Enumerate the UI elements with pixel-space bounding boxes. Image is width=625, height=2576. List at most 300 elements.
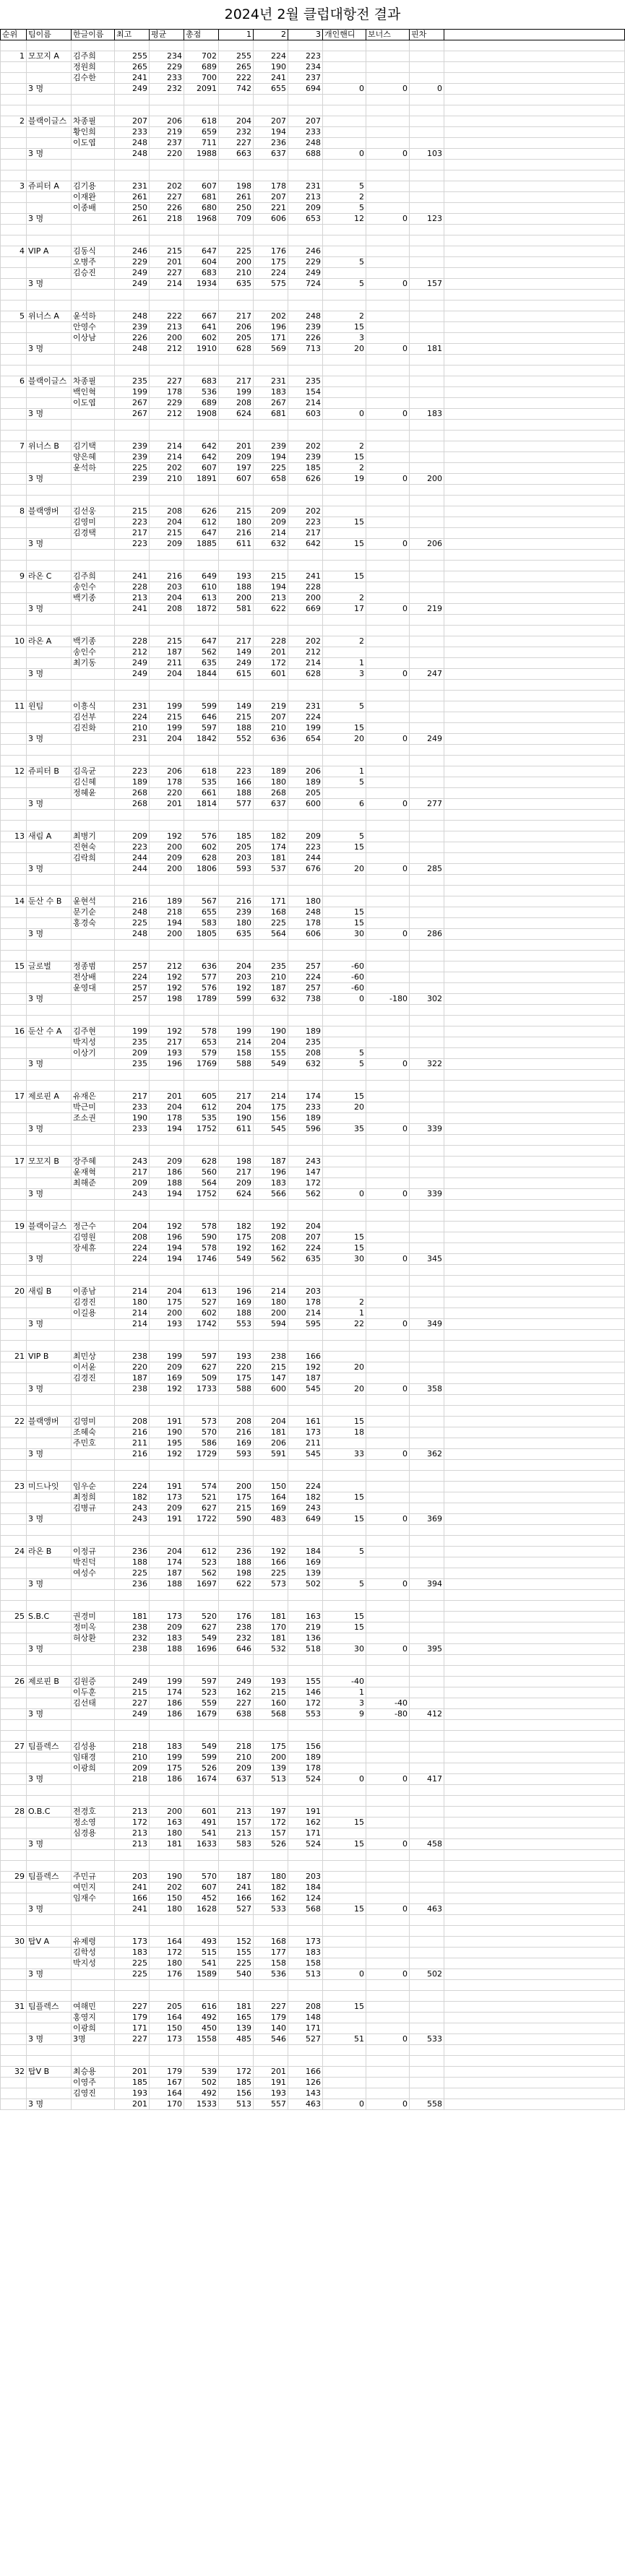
empty-cell <box>323 1850 366 1861</box>
empty-cell <box>410 691 444 701</box>
empty-cell <box>410 886 444 896</box>
team-handicap: 0 <box>323 84 366 95</box>
empty-cell <box>184 1525 219 1536</box>
empty-cell <box>27 1915 72 1926</box>
team-game-1: 553 <box>219 1319 254 1330</box>
empty-cell <box>366 105 410 116</box>
game-3-cell: 207 <box>288 1232 323 1243</box>
empty-cell <box>115 1525 150 1536</box>
rank-cell <box>1 1568 27 1579</box>
empty-cell <box>219 1525 254 1536</box>
rank-cell <box>1 1319 27 1330</box>
player-name: 오병주 <box>72 257 115 268</box>
rank-cell: 24 <box>1 1547 27 1557</box>
team-total-row <box>1 2099 625 2110</box>
team-game-1: 742 <box>219 84 254 95</box>
team-cell <box>27 452 72 463</box>
team-game-3: 596 <box>288 1124 323 1135</box>
player-name: 문기순 <box>72 907 115 918</box>
empty-cell <box>288 691 323 701</box>
empty-cell <box>410 1265 444 1276</box>
team-average: 220 <box>150 149 184 160</box>
team-handicap: 0 <box>323 1969 366 1980</box>
game-2-cell: 172 <box>254 1818 288 1828</box>
rank-cell <box>1 539 27 550</box>
average-cell: 196 <box>150 1232 184 1243</box>
empty-cell <box>150 691 184 701</box>
empty-cell <box>184 1601 219 1612</box>
empty-cell <box>444 366 625 376</box>
empty-cell <box>1 1915 27 1926</box>
empty-cell <box>254 1395 288 1406</box>
empty-cell <box>410 561 444 571</box>
empty-cell <box>115 1265 150 1276</box>
high-cell: 235 <box>115 376 150 387</box>
empty-cell <box>410 1330 444 1341</box>
empty-cell <box>219 1471 254 1482</box>
empty-cell <box>444 972 625 983</box>
game-2-cell: 219 <box>254 701 288 712</box>
bonus-cell <box>366 2088 410 2099</box>
empty-cell <box>444 376 625 387</box>
empty-cell <box>323 1590 366 1601</box>
empty-cell <box>150 1211 184 1222</box>
bonus-cell <box>366 1503 410 1514</box>
empty-cell <box>366 95 410 105</box>
handicap-cell: 2 <box>323 463 366 474</box>
team-handicap: 0 <box>323 149 366 160</box>
total-label <box>72 799 115 810</box>
rank-cell <box>1 777 27 788</box>
empty-cell <box>444 1092 625 1102</box>
average-cell: 174 <box>150 1687 184 1698</box>
empty-cell <box>150 1796 184 1807</box>
empty-cell <box>444 1178 625 1189</box>
empty-cell <box>444 1157 625 1167</box>
empty-cell <box>366 355 410 366</box>
header-handicap: 개인핸디 <box>323 30 366 40</box>
empty-cell <box>115 1016 150 1026</box>
total-cell: 711 <box>184 138 219 149</box>
empty-cell <box>444 1601 625 1612</box>
game-1-cell: 199 <box>219 387 254 398</box>
pin-diff-cell <box>410 1828 444 1839</box>
empty-cell <box>115 615 150 626</box>
empty-cell <box>366 1406 410 1417</box>
game-1-cell: 208 <box>219 1417 254 1427</box>
pin-diff-cell <box>410 2067 444 2078</box>
game-2-cell: 224 <box>254 51 288 62</box>
empty-cell <box>219 1980 254 1991</box>
game-2-cell: 171 <box>254 896 288 907</box>
rank-cell <box>1 1622 27 1633</box>
bonus-cell <box>366 658 410 669</box>
empty-cell <box>150 550 184 561</box>
pin-diff-cell <box>410 593 444 604</box>
player-name: 유제령 <box>72 1937 115 1948</box>
team-average: 218 <box>150 214 184 225</box>
team-cell <box>27 788 72 799</box>
rank-cell: 25 <box>1 1612 27 1622</box>
game-3-cell: 158 <box>288 1958 323 1969</box>
pin-diff-cell <box>410 1417 444 1427</box>
empty-cell <box>444 1189 625 1200</box>
bonus-cell <box>366 1482 410 1492</box>
bonus-cell <box>366 192 410 203</box>
bonus-cell <box>366 376 410 387</box>
game-3-cell: 180 <box>288 896 323 907</box>
empty-cell <box>1 1991 27 2002</box>
high-cell: 208 <box>115 1232 150 1243</box>
handicap-cell: 15 <box>323 1232 366 1243</box>
average-cell: 178 <box>150 1113 184 1124</box>
game-1-cell: 232 <box>219 127 254 138</box>
team-total: 1988 <box>184 149 219 160</box>
empty-cell <box>288 366 323 376</box>
high-cell: 228 <box>115 636 150 647</box>
game-3-cell: 224 <box>288 712 323 723</box>
spacer-row <box>1 1731 625 1742</box>
game-1-cell: 166 <box>219 777 254 788</box>
game-3-cell: 239 <box>288 452 323 463</box>
game-1-cell: 200 <box>219 593 254 604</box>
empty-cell <box>115 40 150 51</box>
player-name: 김진화 <box>72 723 115 734</box>
empty-cell <box>444 615 625 626</box>
rank-cell <box>1 864 27 875</box>
team-pin-diff: 369 <box>410 1514 444 1525</box>
pin-diff-cell <box>410 1427 444 1438</box>
empty-cell <box>72 1330 115 1341</box>
empty-cell <box>254 1720 288 1731</box>
empty-cell <box>254 420 288 431</box>
game-2-cell: 200 <box>254 1752 288 1763</box>
bonus-cell <box>366 972 410 983</box>
game-3-cell: 224 <box>288 1482 323 1492</box>
empty-cell <box>444 951 625 961</box>
empty-cell <box>115 160 150 170</box>
team-handicap: 33 <box>323 1449 366 1460</box>
empty-cell <box>323 680 366 691</box>
spacer-row <box>1 1666 625 1677</box>
pin-diff-cell <box>410 311 444 322</box>
empty-cell <box>254 1211 288 1222</box>
empty-cell <box>219 886 254 896</box>
empty-cell <box>115 1991 150 2002</box>
player-name: 이도엽 <box>72 138 115 149</box>
empty-cell <box>366 1861 410 1872</box>
empty-cell <box>288 1525 323 1536</box>
pin-diff-cell <box>410 1482 444 1492</box>
empty-cell <box>444 1796 625 1807</box>
player-row <box>1 1752 625 1763</box>
empty-cell <box>150 1536 184 1547</box>
empty-cell <box>323 1341 366 1352</box>
game-1-cell: 162 <box>219 1687 254 1698</box>
empty-cell <box>1 1005 27 1016</box>
player-row <box>1 831 625 842</box>
player-row <box>1 506 625 517</box>
average-cell: 180 <box>150 1828 184 1839</box>
total-cell: 649 <box>184 571 219 582</box>
bonus-cell <box>366 1763 410 1774</box>
team-cell <box>27 1763 72 1774</box>
bonus-cell <box>366 582 410 593</box>
empty-cell <box>72 680 115 691</box>
rank-cell <box>1 474 27 485</box>
player-name: 차종필 <box>72 376 115 387</box>
team-pin-diff: 349 <box>410 1319 444 1330</box>
high-cell: 231 <box>115 701 150 712</box>
empty-cell <box>288 1471 323 1482</box>
rank-cell <box>1 1774 27 1785</box>
game-1-cell: 215 <box>219 506 254 517</box>
team-handicap: 22 <box>323 1319 366 1330</box>
empty-cell <box>254 105 288 116</box>
average-cell: 199 <box>150 723 184 734</box>
game-2-cell: 221 <box>254 203 288 214</box>
pin-diff-cell <box>410 842 444 853</box>
empty-cell <box>410 1471 444 1482</box>
spacer-row <box>1 1276 625 1287</box>
empty-cell <box>444 1991 625 2002</box>
empty-cell <box>444 1666 625 1677</box>
game-1-cell: 182 <box>219 1222 254 1232</box>
empty-cell <box>366 1915 410 1926</box>
empty-cell <box>72 1850 115 1861</box>
game-2-cell: 207 <box>254 712 288 723</box>
empty-cell <box>219 1146 254 1157</box>
team-pin-diff: 322 <box>410 1059 444 1070</box>
empty-cell <box>366 40 410 51</box>
team-size-label: 3 명 <box>27 1579 72 1590</box>
empty-cell <box>366 1980 410 1991</box>
empty-cell <box>288 810 323 821</box>
game-1-cell: 188 <box>219 582 254 593</box>
rank-cell <box>1 1492 27 1503</box>
empty-cell <box>72 1005 115 1016</box>
empty-cell <box>410 170 444 181</box>
empty-cell <box>254 940 288 951</box>
empty-cell <box>323 561 366 571</box>
empty-cell <box>72 95 115 105</box>
empty-cell <box>254 1991 288 2002</box>
empty-cell <box>323 170 366 181</box>
empty-cell <box>444 1915 625 1926</box>
team-size-label: 3 명 <box>27 2034 72 2045</box>
team-cell: 윈팀 <box>27 701 72 712</box>
header-bonus: 보너스 <box>366 30 410 40</box>
empty-cell <box>323 1655 366 1666</box>
empty-cell <box>410 1601 444 1612</box>
empty-cell <box>444 170 625 181</box>
empty-cell <box>27 355 72 366</box>
game-1-cell: 175 <box>219 1492 254 1503</box>
empty-cell <box>72 1341 115 1352</box>
pin-diff-cell <box>410 2013 444 2023</box>
player-name: 이종남 <box>72 1287 115 1297</box>
player-row <box>1 712 625 723</box>
average-cell: 215 <box>150 246 184 257</box>
total-label <box>72 734 115 745</box>
empty-cell <box>323 1081 366 1092</box>
empty-cell <box>366 1081 410 1092</box>
rank-cell <box>1 658 27 669</box>
rank-cell: 5 <box>1 311 27 322</box>
player-row <box>1 333 625 344</box>
empty-cell <box>115 1276 150 1287</box>
high-cell: 216 <box>115 1427 150 1438</box>
empty-cell <box>72 170 115 181</box>
team-bonus: 0 <box>366 1839 410 1850</box>
average-cell: 200 <box>150 1807 184 1818</box>
game-3-cell: 172 <box>288 1178 323 1189</box>
pin-diff-cell <box>410 62 444 73</box>
empty-cell <box>254 1796 288 1807</box>
player-name: 정근수 <box>72 1222 115 1232</box>
team-total: 1805 <box>184 929 219 940</box>
empty-cell <box>323 290 366 301</box>
pin-diff-cell <box>410 203 444 214</box>
team-total: 1842 <box>184 734 219 745</box>
average-cell: 199 <box>150 1677 184 1687</box>
empty-cell <box>288 1005 323 1016</box>
empty-cell <box>219 745 254 756</box>
empty-cell <box>72 756 115 766</box>
empty-cell <box>1 810 27 821</box>
empty-cell <box>27 1536 72 1547</box>
total-cell: 578 <box>184 1026 219 1037</box>
empty-cell <box>1 1016 27 1026</box>
total-cell: 616 <box>184 2002 219 2013</box>
game-3-cell: 233 <box>288 127 323 138</box>
game-3-cell: 213 <box>288 192 323 203</box>
handicap-cell: 5 <box>323 181 366 192</box>
team-game-2: 573 <box>254 1579 288 1590</box>
empty-cell <box>444 290 625 301</box>
rank-cell: 20 <box>1 1287 27 1297</box>
game-3-cell: 189 <box>288 1113 323 1124</box>
empty-cell <box>444 1579 625 1590</box>
empty-cell <box>150 1460 184 1471</box>
game-3-cell: 162 <box>288 1818 323 1828</box>
empty-cell <box>184 95 219 105</box>
bonus-cell <box>366 1287 410 1297</box>
empty-cell <box>323 485 366 496</box>
game-1-cell: 169 <box>219 1297 254 1308</box>
empty-cell <box>150 615 184 626</box>
handicap-cell: 5 <box>323 701 366 712</box>
team-cell <box>27 73 72 84</box>
empty-cell <box>410 1005 444 1016</box>
team-bonus: 0 <box>366 1189 410 1200</box>
game-3-cell: 205 <box>288 788 323 799</box>
game-3-cell: 217 <box>288 528 323 539</box>
game-2-cell: 225 <box>254 463 288 474</box>
handicap-cell: 2 <box>323 192 366 203</box>
empty-cell <box>184 550 219 561</box>
empty-cell <box>444 1330 625 1341</box>
handicap-cell <box>323 582 366 593</box>
empty-cell <box>444 1482 625 1492</box>
spacer-row <box>1 2056 625 2067</box>
player-name: 전경호 <box>72 1807 115 1818</box>
player-row <box>1 582 625 593</box>
team-bonus: 0 <box>366 2034 410 2045</box>
high-cell: 250 <box>115 203 150 214</box>
team-cell: 블랙이글스 <box>27 116 72 127</box>
empty-cell <box>366 160 410 170</box>
team-game-3: 606 <box>288 929 323 940</box>
team-total: 2091 <box>184 84 219 95</box>
average-cell: 212 <box>150 961 184 972</box>
team-high: 249 <box>115 1709 150 1720</box>
empty-cell <box>254 225 288 235</box>
team-game-3: 562 <box>288 1189 323 1200</box>
handicap-cell: 2 <box>323 1297 366 1308</box>
team-total: 1633 <box>184 1839 219 1850</box>
game-3-cell: 223 <box>288 842 323 853</box>
empty-cell <box>323 550 366 561</box>
average-cell: 215 <box>150 712 184 723</box>
empty-cell <box>254 1655 288 1666</box>
average-cell: 178 <box>150 777 184 788</box>
team-handicap: 35 <box>323 1124 366 1135</box>
team-bonus: 0 <box>366 1774 410 1785</box>
empty-cell <box>219 225 254 235</box>
rank-cell <box>1 2013 27 2023</box>
handicap-cell <box>323 853 366 864</box>
team-size-label: 3 명 <box>27 1124 72 1135</box>
empty-cell <box>27 225 72 235</box>
pin-diff-cell <box>410 1243 444 1254</box>
rank-cell <box>1 669 27 680</box>
empty-cell <box>115 1861 150 1872</box>
spacer-row <box>1 821 625 831</box>
handicap-cell: 15 <box>323 1417 366 1427</box>
empty-cell <box>323 1525 366 1536</box>
empty-cell <box>366 1926 410 1937</box>
game-1-cell: 216 <box>219 528 254 539</box>
empty-cell <box>444 485 625 496</box>
team-handicap: 3 <box>323 669 366 680</box>
high-cell: 166 <box>115 1893 150 1904</box>
game-3-cell: 224 <box>288 1243 323 1254</box>
team-average: 194 <box>150 1124 184 1135</box>
handicap-cell <box>323 1937 366 1948</box>
game-2-cell: 194 <box>254 582 288 593</box>
game-1-cell: 180 <box>219 517 254 528</box>
pin-diff-cell <box>410 441 444 452</box>
empty-cell <box>1 1471 27 1482</box>
rank-cell: 13 <box>1 831 27 842</box>
team-average: 210 <box>150 474 184 485</box>
handicap-cell <box>323 1178 366 1189</box>
high-cell: 188 <box>115 1557 150 1568</box>
total-cell: 535 <box>184 1113 219 1124</box>
team-total: 1844 <box>184 669 219 680</box>
team-average: 200 <box>150 864 184 875</box>
team-size-label: 3 명 <box>27 1189 72 1200</box>
player-row <box>1 1948 625 1958</box>
team-pin-diff: 558 <box>410 2099 444 2110</box>
empty-cell <box>366 290 410 301</box>
team-cell <box>27 723 72 734</box>
player-row <box>1 2078 625 2088</box>
game-3-cell: 199 <box>288 723 323 734</box>
player-name: 임우순 <box>72 1482 115 1492</box>
empty-cell <box>219 170 254 181</box>
